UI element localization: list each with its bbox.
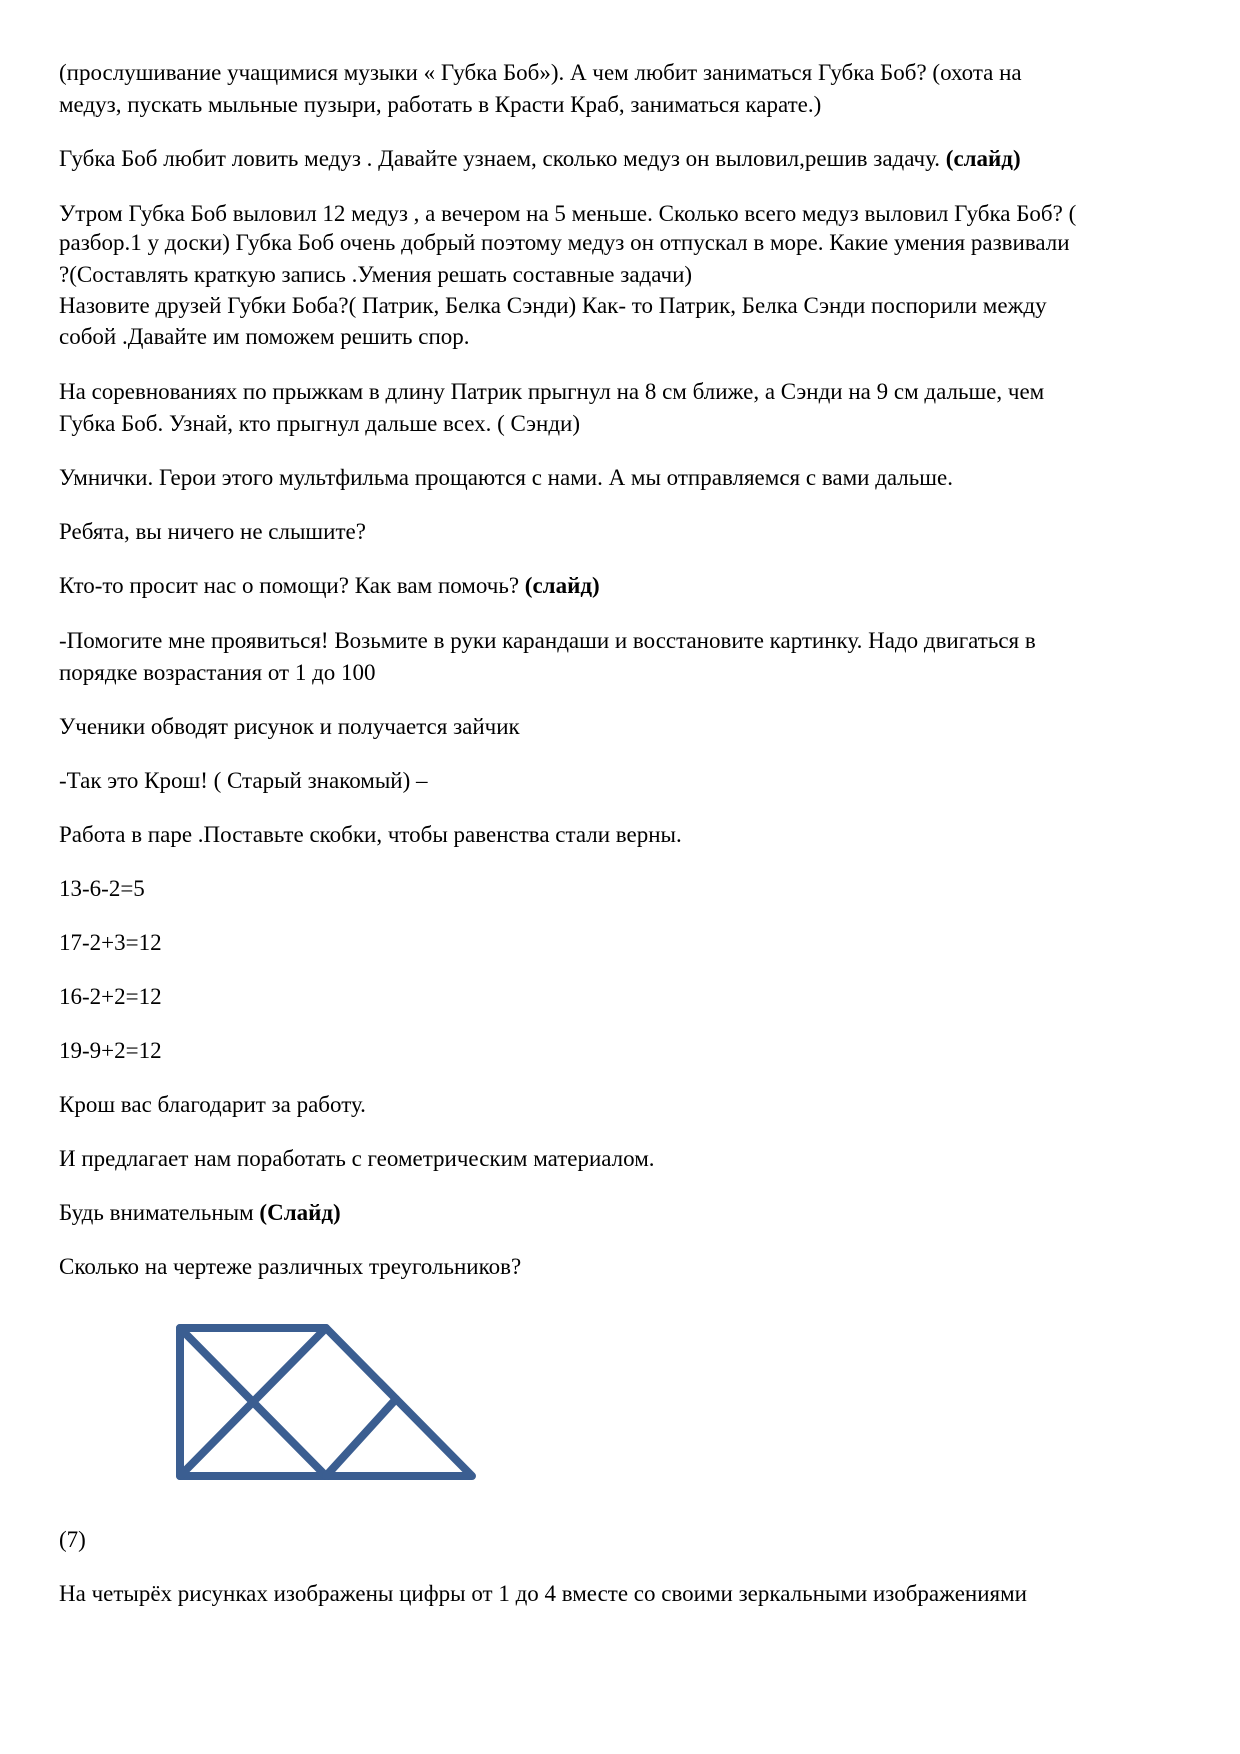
text-line: Крош вас благодарит за работу.: [59, 1092, 366, 1117]
equation: 17-2+3=12: [59, 930, 162, 955]
text-line: Утром Губка Боб выловил 12 медуз , а вечером на 5 меньше. Сколько всего медуз выловил Губка Боб? (: [59, 201, 1077, 226]
text-line: ?(Составлять краткую запись .Умения решать составные задачи): [59, 262, 693, 287]
equation: 13-6-2=5: [59, 876, 145, 901]
text-line: разбор.1 у доски) Губка Боб очень добрый поэтому медуз он отпускал в море. Какие умения развивали: [59, 230, 1070, 255]
text-line: Назовите друзей Губки Боба?( Патрик, Белка Сэнди) Как- то Патрик, Белка Сэнди поспорили между: [59, 293, 1047, 318]
text-line: порядке возрастания от 1 до 100: [59, 660, 376, 685]
text-line: Сколько на чертеже различных треугольников?: [59, 1254, 522, 1279]
text-span: Будь внимательным: [59, 1200, 260, 1225]
text-line: На соревнованиях по прыжкам в длину Патрик прыгнул на 8 см ближе, а Сэнди на 9 см дальше, чем: [59, 379, 1045, 404]
text-line: Умнички. Герои этого мультфильма прощаются с нами. А мы отправляемся с вами дальше.: [59, 465, 953, 490]
text-line-slide: [59, 1198, 341, 1228]
text-line: (7): [59, 1527, 86, 1552]
text-line: Работа в паре .Поставьте скобки, чтобы равенства стали верны.: [59, 822, 682, 847]
inner-line: [326, 1399, 396, 1476]
slide-marker: (слайд): [945, 146, 1021, 171]
equation: 16-2+2=12: [59, 984, 162, 1009]
triangles-figure: [168, 1318, 488, 1490]
text-line: собой .Давайте им поможем решить спор.: [59, 324, 470, 349]
text-line: На четырёх рисунках изображены цифры от 1 до 4 вместе со своими зеркальными изображениями: [59, 1581, 1027, 1606]
text-line: Ученики обводят рисунок и получается зайчик: [59, 714, 520, 739]
trapezoid-outline: [180, 1328, 472, 1476]
text-line: Губка Боб. Узнай, кто прыгнул дальше всех. ( Сэнди): [59, 411, 581, 436]
figure-lines: [180, 1328, 472, 1476]
text-line: Ребята, вы ничего не слышите?: [59, 519, 366, 544]
text-line: И предлагает нам поработать с геометрическим материалом.: [59, 1146, 655, 1171]
text-line: -Помогите мне проявиться! Возьмите в руки карандаши и восстановите картинку. Надо двигаться в: [59, 628, 1036, 653]
text-line: (прослушивание учащимися музыки « Губка Боб»). А чем любит заниматься Губка Боб? (охота на: [59, 60, 1022, 85]
text-span: Губка Боб любит ловить медуз . Давайте узнаем, сколько медуз он выловил,решив задачу.: [59, 146, 946, 171]
text-line-slide: [59, 571, 600, 601]
slide-marker: (слайд): [524, 573, 600, 598]
text-line-slide: [59, 144, 1021, 174]
text-line: -Так это Крош! ( Старый знакомый) –: [59, 768, 428, 793]
slide-marker: (Слайд): [259, 1200, 341, 1225]
text-line: медуз, пускать мыльные пузыри, работать в Красти Краб, заниматься карате.): [59, 92, 822, 117]
text-span: Кто-то просит нас о помощи? Как вам помочь?: [59, 573, 525, 598]
equation: 19-9+2=12: [59, 1038, 162, 1063]
